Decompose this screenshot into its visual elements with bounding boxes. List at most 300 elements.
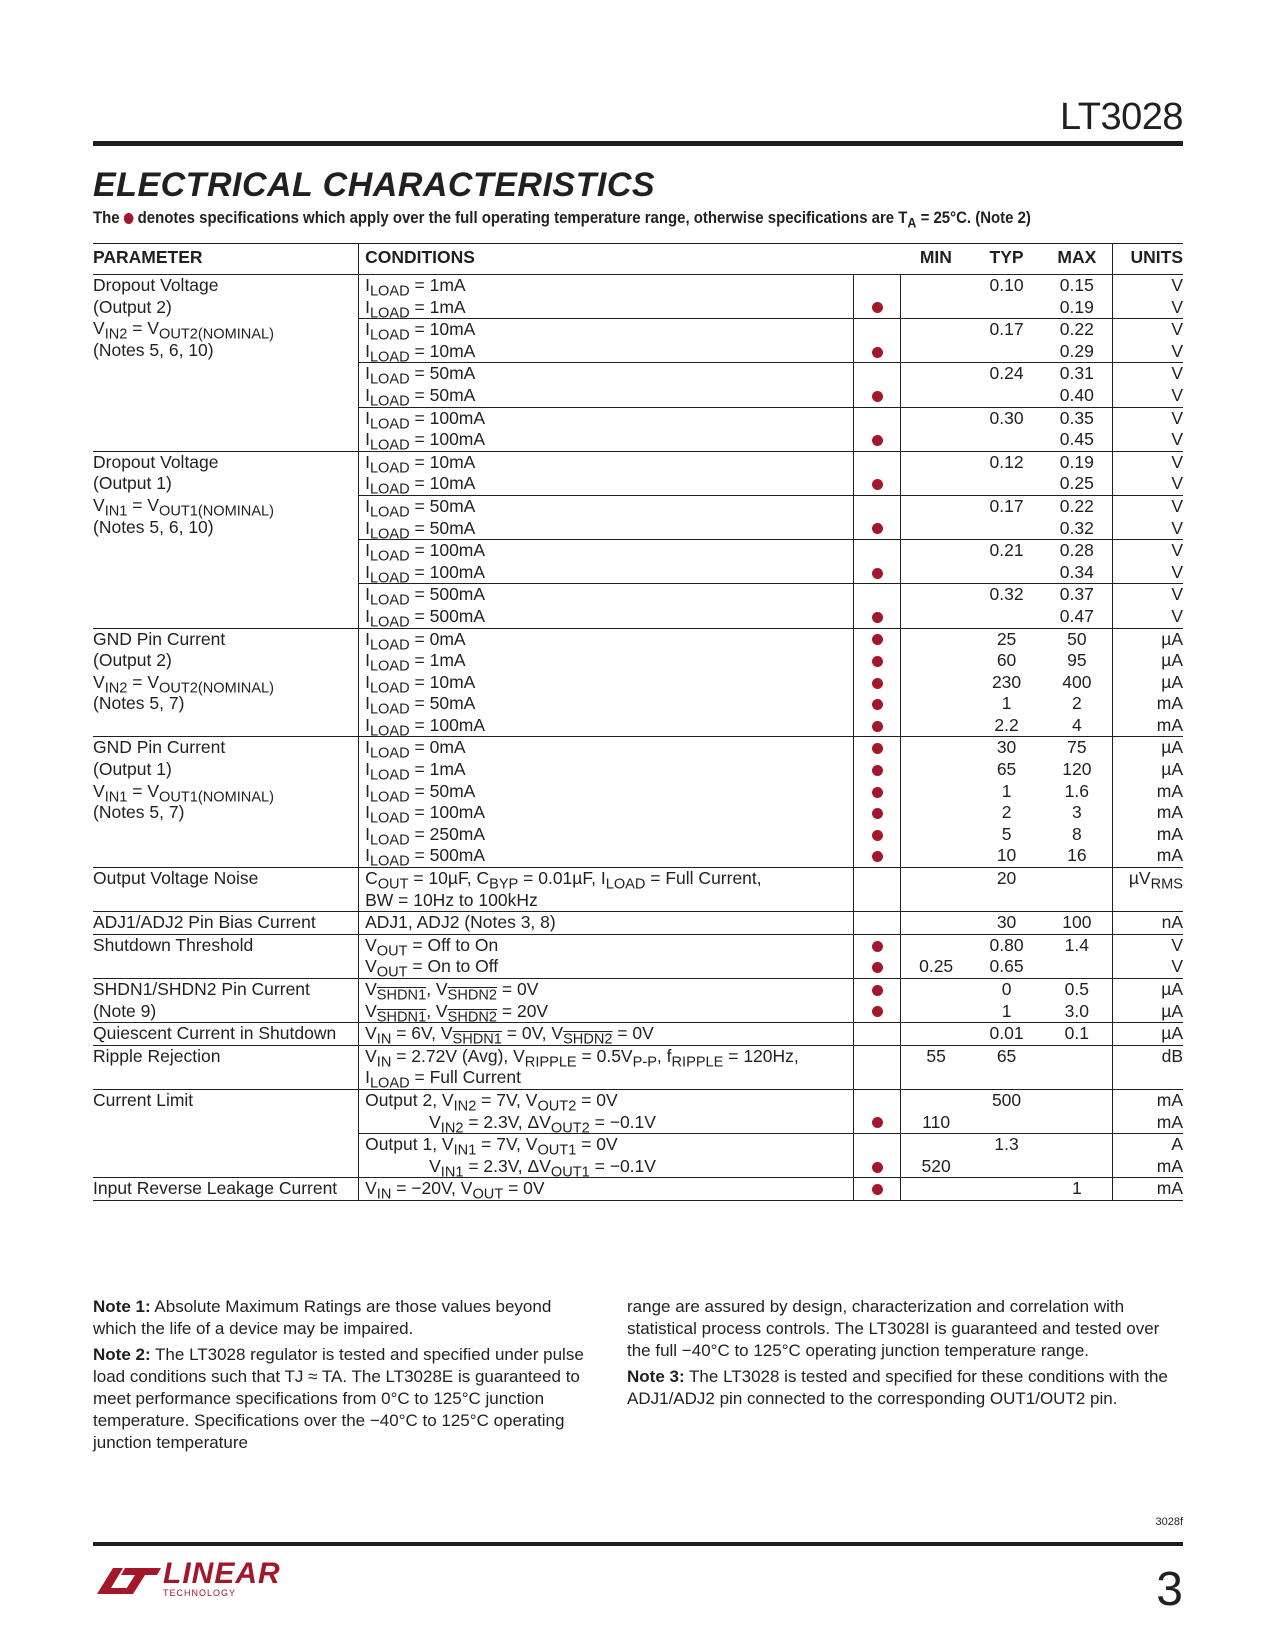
min-value — [901, 319, 972, 341]
max-value: 0.19 — [1059, 296, 1094, 317]
page-number: 3 — [1156, 1563, 1183, 1616]
units-value: V — [1171, 384, 1183, 405]
units-value: V — [1171, 605, 1183, 626]
logo-sub-text: TECHNOLOGY — [163, 1588, 237, 1598]
header-conditions: CONDITIONS — [359, 244, 854, 275]
bullet-cell — [854, 451, 900, 495]
max-cell — [1042, 495, 1113, 539]
parameter-line: Shutdown Threshold — [93, 934, 254, 955]
typ-cell — [972, 451, 1042, 495]
bullet-line — [854, 1001, 899, 1023]
min-cell — [900, 363, 971, 407]
units-value: µV$_{RMS}$ — [1128, 868, 1183, 893]
units-value: mA — [1156, 714, 1183, 735]
bullet-line — [854, 912, 899, 934]
parameter-line: Dropout Voltage — [93, 451, 219, 472]
temperature-bullet-icon — [872, 699, 883, 710]
parameter-line: (Notes 5, 7) — [93, 693, 185, 714]
condition-line: $V_{IN1} = 2.3V$, $\Delta V_{OUT1} = -0.1V$ — [429, 1155, 656, 1181]
max-value: 0.32 — [1059, 517, 1094, 538]
condition-line: $I_{LOAD} = 1mA$ — [365, 296, 466, 322]
temperature-bullet-icon — [872, 435, 883, 446]
typ-value — [972, 562, 1042, 584]
notes-left — [93, 1296, 593, 1458]
min-cell — [900, 1023, 971, 1046]
max-cell — [1042, 540, 1113, 584]
parameter-cell — [93, 737, 359, 868]
conditions-cell — [359, 868, 854, 912]
max-cell — [1042, 363, 1113, 407]
min-cell — [900, 737, 971, 868]
bullet-line — [854, 802, 899, 824]
bullet-cell — [854, 979, 900, 1023]
min-value — [901, 518, 972, 540]
min-value — [901, 452, 972, 474]
max-value — [1042, 956, 1113, 978]
typ-cell — [972, 1178, 1042, 1201]
condition-line: $I_{LOAD} = 100mA$ — [365, 561, 486, 587]
typ-value: 0.17 — [989, 319, 1024, 340]
bullet-line — [854, 1134, 899, 1156]
max-value: 0.31 — [1059, 363, 1094, 384]
typ-value — [972, 1156, 1042, 1178]
condition-line: $I_{LOAD} = 50mA$ — [365, 495, 476, 521]
temperature-bullet-icon — [872, 721, 883, 732]
table-header-row — [93, 244, 1183, 275]
parameter-line: (Notes 5, 6, 10) — [93, 516, 214, 537]
min-value — [901, 935, 972, 957]
typ-value: 1 — [1001, 693, 1012, 714]
typ-value: 10 — [996, 845, 1017, 866]
conditions-cell — [359, 1023, 854, 1046]
typ-value — [972, 429, 1042, 451]
units-cell — [1113, 407, 1183, 451]
min-value — [901, 562, 972, 584]
parameter-line: GND Pin Current — [93, 737, 226, 758]
condition-line: $I_{LOAD} = 500mA$ — [365, 845, 486, 870]
units-cell — [1113, 628, 1183, 737]
min-value — [901, 606, 972, 628]
units-value: V — [1171, 275, 1183, 295]
parameter-line: $V_{IN1} = V_{OUT1(NOMINAL)}$ — [93, 494, 275, 520]
condition-line: Output 2, $V_{IN2} = 7V$, $V_{OUT2} = 0V$ — [365, 1089, 618, 1115]
typ-value — [972, 1067, 1042, 1089]
parameter-line: (Output 1) — [93, 759, 172, 780]
header-units: UNITS — [1113, 244, 1183, 275]
units-cell — [1113, 1023, 1183, 1046]
typ-cell — [972, 737, 1042, 868]
typ-value — [972, 1178, 1042, 1200]
max-value: 100 — [1062, 912, 1092, 933]
units-value: µA — [1161, 671, 1183, 692]
units-cell — [1113, 912, 1183, 935]
max-value: 0.19 — [1059, 451, 1094, 472]
condition-line: $I_{LOAD} = 10mA$ — [365, 473, 476, 498]
conditions-cell — [359, 737, 854, 868]
temperature-bullet-icon — [872, 612, 883, 623]
condition-line: $I_{LOAD} = 100mA$ — [365, 429, 486, 454]
temperature-bullet-icon — [872, 765, 883, 776]
units-value: V — [1171, 495, 1183, 516]
typ-cell — [972, 912, 1042, 935]
conditions-cell — [359, 912, 854, 935]
bullet-line — [854, 629, 899, 651]
max-value: 95 — [1067, 650, 1087, 671]
max-cell — [1042, 737, 1113, 868]
condition-line: $I_{LOAD} = 10mA$ — [365, 340, 476, 366]
bullet-line — [854, 1023, 899, 1045]
logo-main-text: LINEAR — [163, 1557, 281, 1590]
min-value: 520 — [921, 1155, 951, 1176]
condition-line: BW = 10Hz to 100kHz — [365, 889, 538, 910]
bullet-line — [854, 759, 899, 781]
conditions-cell — [359, 628, 854, 740]
units-value: V — [1171, 407, 1183, 428]
min-value — [901, 737, 972, 759]
min-cell — [900, 912, 971, 935]
min-value — [901, 1178, 972, 1200]
min-value — [901, 650, 972, 672]
typ-cell — [972, 934, 1042, 978]
table-row — [93, 1045, 1183, 1089]
typ-cell — [972, 628, 1042, 737]
units-value: V — [1171, 340, 1183, 361]
parameter-line: Input Reverse Leakage Current — [93, 1178, 338, 1199]
max-cell — [1042, 1023, 1113, 1046]
bullet-line — [854, 1112, 899, 1134]
min-value — [901, 759, 972, 781]
min-value — [901, 297, 972, 319]
units-value: mA — [1156, 780, 1183, 801]
parameter-line: Quiescent Current in Shutdown — [93, 1023, 337, 1044]
bullet-cell — [854, 628, 900, 737]
units-cell — [1113, 495, 1183, 539]
typ-value: 5 — [1001, 823, 1012, 844]
parameter-line: Ripple Rejection — [93, 1045, 221, 1066]
typ-value — [972, 385, 1042, 407]
units-value: V — [1171, 363, 1183, 384]
parameter-cell — [93, 1045, 359, 1089]
bullet-line — [854, 584, 899, 606]
parameter-line: (Notes 5, 7) — [93, 802, 185, 823]
bullet-cell — [854, 275, 900, 319]
min-cell — [900, 275, 971, 319]
bullet-line — [854, 868, 899, 890]
bullet-line — [854, 540, 899, 562]
typ-value: 0.32 — [989, 584, 1024, 605]
max-value: 0.45 — [1059, 429, 1094, 450]
units-value: µA — [1161, 1023, 1183, 1044]
max-value: 1.6 — [1064, 780, 1089, 801]
typ-value: 0 — [1001, 979, 1012, 999]
units-value: V — [1171, 473, 1183, 494]
parameter-line: (Output 2) — [93, 650, 172, 671]
bullet-line — [854, 496, 899, 518]
bullet-cell — [854, 1134, 900, 1178]
conditions-cell — [359, 1089, 854, 1137]
section-title: ELECTRICAL CHARACTERISTICS — [93, 166, 656, 204]
header-parameter: PARAMETER — [93, 244, 359, 275]
note-1: Note 1: Absolute Maximum Ratings are those values beyond which the life of a device may be impaired. — [93, 1297, 552, 1338]
typ-cell — [972, 495, 1042, 539]
bullet-line — [854, 979, 899, 1001]
typ-value: 20 — [996, 868, 1017, 889]
units-cell — [1113, 934, 1183, 978]
parameter-line: (Notes 5, 6, 10) — [93, 339, 214, 360]
units-value: V — [1171, 584, 1183, 605]
bullet-line — [854, 890, 899, 912]
typ-value: 0.21 — [989, 540, 1024, 561]
typ-cell — [972, 1134, 1042, 1178]
condition-line: $I_{LOAD} = 500mA$ — [365, 584, 486, 609]
units-value: nA — [1161, 912, 1183, 933]
conditions-cell — [359, 1178, 854, 1201]
min-cell — [900, 451, 971, 495]
max-value — [1042, 868, 1113, 890]
typ-value — [972, 606, 1042, 628]
condition-line: $I_{LOAD} = 10mA$ — [365, 319, 476, 344]
units-value: V — [1171, 561, 1183, 582]
units-value: A — [1171, 1134, 1183, 1155]
conditions-cell — [359, 584, 854, 631]
bullet-line — [854, 297, 899, 319]
temperature-bullet-icon — [872, 678, 883, 689]
units-cell — [1113, 868, 1183, 912]
subtitle-end: = 25°C. (Note 2) — [920, 208, 1031, 227]
max-cell — [1042, 407, 1113, 451]
typ-value: 0.80 — [989, 934, 1024, 955]
table-body — [93, 275, 1183, 1201]
min-cell — [900, 628, 971, 737]
typ-value: 30 — [996, 912, 1017, 933]
min-cell — [900, 1045, 971, 1089]
condition-line: $I_{LOAD} = 250mA$ — [365, 823, 486, 849]
max-cell — [1042, 1134, 1113, 1178]
table-row — [93, 934, 1183, 978]
max-value: 0.28 — [1059, 540, 1094, 561]
bullet-line — [854, 1090, 899, 1112]
bullet-cell — [854, 407, 900, 451]
max-value: 75 — [1067, 737, 1087, 758]
note-3: Note 3: The LT3028 is tested and specified for these conditions with the ADJ1/ADJ2 pin connected to the corresponding OUT1/OUT2 pin. — [627, 1367, 1168, 1408]
header-max: MAX — [1042, 244, 1113, 275]
condition-line: $V_{IN} = -20V$, $V_{OUT} = 0V$ — [365, 1178, 545, 1203]
units-cell — [1113, 979, 1183, 1023]
parameter-line: (Output 1) — [93, 473, 172, 494]
temperature-bullet-icon — [872, 787, 883, 798]
typ-cell — [972, 1089, 1042, 1133]
bullet-cell — [854, 934, 900, 978]
min-value — [901, 693, 972, 715]
max-value: 0.5 — [1064, 979, 1089, 999]
max-value: 0.40 — [1059, 384, 1094, 405]
condition-line: $I_{LOAD}$ = Full Current — [365, 1067, 522, 1092]
document-code: 3028f — [1155, 1516, 1183, 1528]
bullet-cell — [854, 319, 900, 363]
max-cell — [1042, 451, 1113, 495]
max-cell — [1042, 319, 1113, 363]
condition-line: $I_{LOAD} = 10mA$ — [365, 671, 476, 697]
min-value — [901, 1067, 972, 1089]
temperature-bullet-icon — [872, 568, 883, 579]
units-value: V — [1171, 934, 1183, 955]
typ-cell — [972, 275, 1042, 319]
max-value: 120 — [1062, 759, 1092, 780]
conditions-cell — [359, 275, 854, 322]
bullet-cell — [854, 868, 900, 912]
typ-value: 2.2 — [994, 714, 1019, 735]
max-value: 0.22 — [1059, 319, 1094, 340]
min-value — [901, 890, 972, 912]
table-row — [93, 628, 1183, 737]
max-value — [1042, 1134, 1113, 1156]
min-cell — [900, 979, 971, 1023]
typ-cell — [972, 1023, 1042, 1046]
typ-value: 30 — [996, 737, 1017, 758]
condition-line: $I_{LOAD} = 100mA$ — [365, 802, 486, 827]
max-cell — [1042, 1089, 1113, 1133]
units-cell — [1113, 1089, 1183, 1133]
typ-value: 230 — [991, 671, 1022, 692]
condition-line: $I_{LOAD} = 1mA$ — [365, 650, 466, 675]
typ-value: 25 — [996, 628, 1017, 649]
note-2-continued: range are assured by design, characterization and correlation with statistical process controls. The LT3028I is guaranteed and tested over the full −40°C to 125°C operating junction temperature range. — [627, 1297, 1160, 1360]
conditions-cell — [359, 979, 854, 1026]
parameter-cell — [93, 451, 359, 628]
conditions-cell — [359, 934, 854, 981]
condition-line: $I_{LOAD} = 100mA$ — [365, 407, 486, 433]
min-cell — [900, 540, 971, 584]
units-value: mA — [1156, 1089, 1183, 1110]
parameter-cell — [93, 1178, 359, 1201]
temperature-bullet-icon — [872, 391, 883, 402]
min-value — [901, 473, 972, 495]
units-value: V — [1171, 956, 1183, 977]
table-row — [93, 1023, 1183, 1046]
bullet-line — [854, 275, 899, 297]
parameter-line: ADJ1/ADJ2 Pin Bias Current — [93, 912, 316, 933]
bullet-line — [854, 1156, 899, 1178]
conditions-cell — [359, 363, 854, 410]
parameter-line: GND Pin Current — [93, 628, 226, 649]
parameter-cell — [93, 1089, 359, 1177]
min-cell — [900, 868, 971, 912]
conditions-cell — [359, 1045, 854, 1092]
units-value: µA — [1161, 979, 1183, 999]
min-value — [901, 275, 972, 297]
condition-line: $I_{LOAD} = 1mA$ — [365, 275, 466, 300]
header-min: MIN — [900, 244, 971, 275]
units-cell — [1113, 1178, 1183, 1201]
typ-value: 0.17 — [989, 495, 1024, 516]
units-cell — [1113, 1134, 1183, 1178]
typ-value: 0.12 — [989, 451, 1024, 472]
bullet-line — [854, 385, 899, 407]
linear-technology-logo — [93, 1557, 281, 1598]
typ-value — [972, 297, 1042, 319]
parameter-cell — [93, 912, 359, 935]
electrical-characteristics-table — [93, 243, 1183, 1201]
units-cell — [1113, 737, 1183, 868]
temperature-bullet-icon — [872, 523, 883, 534]
units-cell — [1113, 319, 1183, 363]
condition-line: $I_{LOAD} = 100mA$ — [365, 714, 486, 740]
condition-line: $V_{OUT}$ = Off to On — [365, 934, 499, 960]
bullet-line — [854, 473, 899, 495]
top-rule — [93, 141, 1183, 146]
condition-line: ADJ1, ADJ2 (Notes 3, 8) — [365, 912, 556, 933]
units-value: µA — [1161, 759, 1183, 780]
min-cell — [900, 407, 971, 451]
header-typ: TYP — [972, 244, 1042, 275]
condition-line: $V_{SHDN1}$, $V_{SHDN2} = 0V$ — [365, 979, 539, 1004]
typ-value: 60 — [996, 650, 1017, 671]
table-row — [93, 737, 1183, 868]
parameter-line: Dropout Voltage — [93, 275, 219, 295]
max-value: 0.25 — [1059, 473, 1094, 494]
min-value — [901, 781, 972, 803]
max-value: 0.1 — [1064, 1023, 1089, 1044]
min-value — [901, 868, 972, 890]
bullet-line — [854, 1178, 899, 1200]
min-value — [901, 845, 972, 867]
table-row — [93, 1178, 1183, 1201]
max-value: 400 — [1062, 671, 1092, 692]
subtitle-post: denotes specifications which apply over the full operating temperature range, otherwise specifications are T — [137, 208, 908, 227]
max-value — [1042, 1112, 1113, 1134]
min-cell — [900, 934, 971, 978]
min-value — [901, 341, 972, 363]
conditions-cell — [359, 495, 854, 543]
min-value: 110 — [922, 1111, 951, 1132]
typ-cell — [972, 407, 1042, 451]
max-value: 16 — [1067, 845, 1087, 866]
max-value: 1 — [1071, 1178, 1082, 1199]
typ-cell — [972, 584, 1042, 628]
units-value: mA — [1156, 1111, 1183, 1132]
condition-line: $I_{LOAD} = 50mA$ — [365, 384, 476, 410]
typ-value — [972, 473, 1042, 495]
parameter-cell — [93, 868, 359, 912]
min-cell — [900, 1134, 971, 1178]
units-value: V — [1171, 451, 1183, 472]
max-value — [1042, 1090, 1113, 1112]
table-row — [93, 979, 1183, 1023]
conditions-cell — [359, 451, 854, 498]
max-cell — [1042, 1045, 1113, 1089]
bullet-line — [854, 1067, 899, 1089]
min-value — [901, 912, 972, 934]
max-value — [1042, 1067, 1113, 1089]
max-cell — [1042, 934, 1113, 978]
conditions-cell — [359, 319, 854, 366]
temperature-bullet-icon — [872, 656, 883, 667]
max-value: 2 — [1071, 693, 1082, 714]
typ-cell — [972, 1045, 1042, 1089]
units-value: V — [1171, 319, 1183, 340]
min-value — [901, 715, 972, 737]
min-value — [901, 385, 972, 407]
condition-line: $I_{LOAD} = 50mA$ — [365, 517, 476, 543]
bullet-line — [854, 452, 899, 474]
condition-line: $V_{IN2} = 2.3V$, $\Delta V_{OUT2} = -0.1V$ — [429, 1111, 656, 1137]
condition-line: $I_{LOAD} = 100mA$ — [365, 540, 486, 565]
max-value: 50 — [1067, 628, 1087, 649]
units-value: µA — [1161, 650, 1183, 671]
parameter-cell — [93, 934, 359, 978]
temperature-bullet-icon — [872, 808, 883, 819]
bullet-cell — [854, 912, 900, 935]
